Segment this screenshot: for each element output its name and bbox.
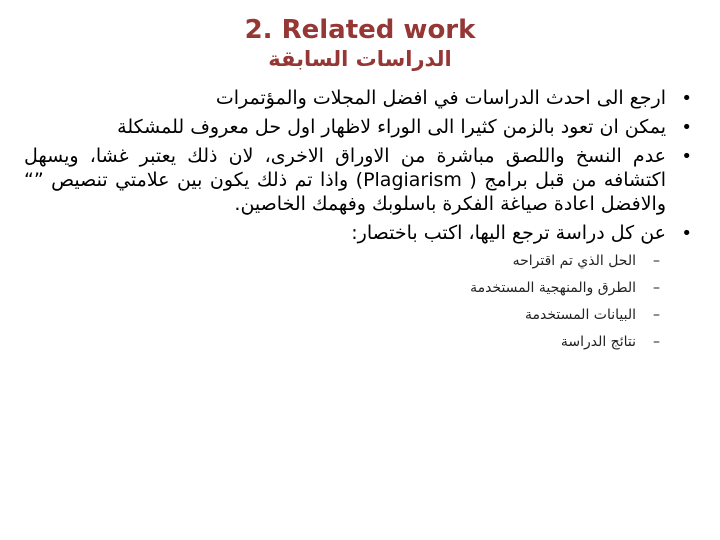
title-arabic: الدراسات السابقة [268,47,452,71]
sub-dash: – [653,280,660,296]
sub-list [24,251,696,352]
bullet-dot: • [681,88,692,109]
bullet-text: ارجع الى احدث الدراسات في افضل المجلات والمؤتمرات [215,87,666,109]
sub-item [24,305,696,325]
sub-item-text: البيانات المستخدمة [524,307,636,323]
sub-item [24,278,696,298]
slide-body [24,86,696,359]
bullet-dot: • [681,146,692,167]
slide-title [0,14,720,72]
bullet-item [24,86,696,110]
sub-item-text: الحل الذي تم اقتراحه [512,253,636,269]
sub-item [24,251,696,271]
sub-dash: – [653,307,660,323]
bullet-dot: • [681,223,692,244]
bullet-item [24,144,696,216]
sub-dash: – [653,334,660,350]
bullet-item [24,115,696,139]
bullet-text: عدم النسخ واللصق مباشرة من الاوراق الاخرى، لان ذلك يعتبر غشا، ويسهل اكتشافه من قبل برامج ( Plagiarism) واذا تم ذلك يكون بين علامتي تنصيص ”“ والافضل اعادة صياغة الفكرة باسلوبك وفهمك الخاصين. [24,145,666,215]
bullet-text: يمكن ان تعود بالزمن كثيرا الى الوراء لاظهار اول حل معروف للمشكلة [117,116,666,138]
title-english: 2. Related work [244,15,476,45]
bullet-text: عن كل دراسة ترجع اليها، اكتب باختصار: [351,222,666,244]
sub-item [24,332,696,352]
sub-item-text: الطرق والمنهجية المستخدمة [470,280,636,296]
bullet-item [24,221,696,245]
sub-item-text: نتائج الدراسة [560,334,636,350]
bullet-dot: • [681,117,692,138]
sub-dash: – [653,253,660,269]
